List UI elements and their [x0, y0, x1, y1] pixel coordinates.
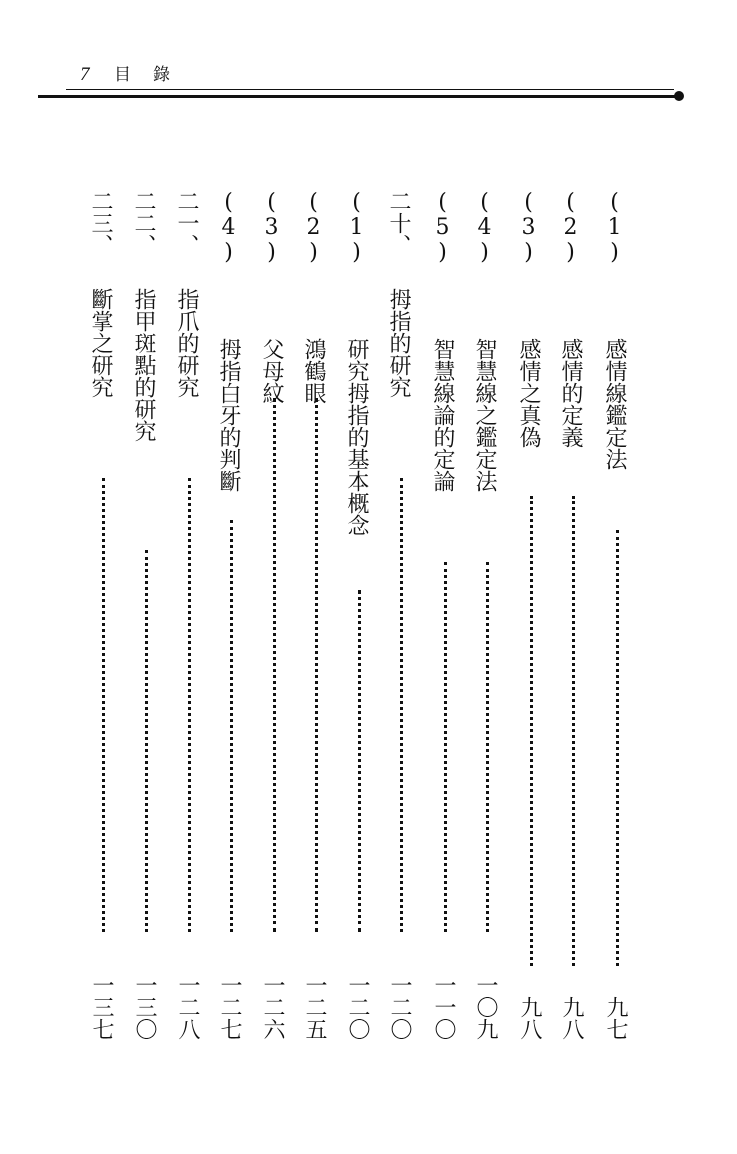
dot-leader	[486, 562, 489, 932]
toc-entry-page: 一二五	[302, 974, 327, 1040]
toc-entry-label: (3)	[516, 190, 541, 265]
toc-entry[interactable]	[88, 190, 118, 1040]
toc-entry[interactable]	[344, 190, 374, 1040]
toc-entry-title: 拇指的研究	[386, 288, 411, 398]
dot-leader	[315, 398, 318, 932]
running-title: 目錄	[114, 65, 192, 85]
dot-leader	[273, 398, 276, 932]
dot-leader	[572, 496, 575, 966]
toc-entry-label: 二三、	[88, 190, 113, 256]
page-number: 7	[80, 64, 90, 85]
toc-entry[interactable]	[602, 190, 632, 1040]
toc-entry-page: 一三〇	[132, 974, 157, 1040]
toc-entry-page: 一二〇	[387, 974, 412, 1040]
toc-entry-page: 一一〇	[431, 974, 456, 1040]
toc-entry-label: 二十、	[386, 190, 411, 256]
toc-entry-label: 二一、	[174, 190, 199, 256]
toc-entry-label: (1)	[602, 190, 627, 265]
toc-entry-page: 九七	[603, 996, 628, 1040]
toc-entry-page: 九八	[517, 996, 542, 1040]
toc-entry[interactable]	[131, 190, 161, 1040]
toc-entry-title: 智慧線論的定論	[430, 338, 455, 492]
dot-leader	[188, 478, 191, 932]
dot-leader	[358, 590, 361, 932]
toc-entry-label: (2)	[558, 190, 583, 265]
toc-entry[interactable]	[259, 190, 289, 1040]
toc-entry-page: 一二〇	[345, 974, 370, 1040]
toc-entry-page: 一三七	[89, 974, 114, 1040]
toc-entry-page: 一二七	[217, 974, 242, 1040]
dot-leader	[530, 496, 533, 966]
toc-entry-label: (1)	[344, 190, 369, 265]
toc-entry-page: 一〇九	[473, 974, 498, 1040]
toc-entry[interactable]	[558, 190, 588, 1040]
toc-entry-title: 感情的定義	[558, 338, 583, 448]
toc-entry[interactable]	[516, 190, 546, 1040]
dot-leader	[616, 530, 619, 966]
toc-entry-title: 指爪的研究	[174, 288, 199, 398]
toc-entry-label: (4)	[472, 190, 497, 265]
toc-entry[interactable]	[301, 190, 331, 1040]
toc-entry[interactable]	[386, 190, 416, 1040]
dot-leader	[400, 478, 403, 932]
toc-entry-title: 父母紋	[259, 338, 284, 404]
toc-entry[interactable]	[430, 190, 460, 1040]
toc-entry[interactable]	[174, 190, 204, 1040]
toc-entry-label: (5)	[430, 190, 455, 265]
dot-leader	[444, 562, 447, 932]
toc-entry-title: 研究拇指的基本概念	[344, 338, 369, 536]
toc-entry[interactable]	[216, 190, 246, 1040]
toc-entry-title: 拇指白牙的判斷	[216, 338, 241, 492]
toc-entry-title: 智慧線之鑑定法	[472, 338, 497, 492]
toc-entry-title: 感情之真偽	[516, 338, 541, 448]
toc-entry-page: 一二八	[175, 974, 200, 1040]
toc-entry[interactable]	[472, 190, 502, 1040]
toc-entry-label: 二二、	[131, 190, 156, 256]
toc-entry-label: (4)	[216, 190, 241, 265]
dot-leader	[230, 520, 233, 932]
toc-entry-label: (3)	[259, 190, 284, 265]
toc-entry-page: 九八	[559, 996, 584, 1040]
dot-leader	[145, 550, 148, 932]
dot-leader	[102, 478, 105, 932]
toc-entry-label: (2)	[301, 190, 326, 265]
toc-entry-title: 指甲斑點的研究	[131, 288, 156, 442]
toc-entry-title: 斷掌之研究	[88, 288, 113, 398]
toc-entry-page: 一二六	[260, 974, 285, 1040]
toc-entry-title: 鴻鶴眼	[301, 338, 326, 404]
toc-entry-title: 感情線鑑定法	[602, 338, 627, 470]
